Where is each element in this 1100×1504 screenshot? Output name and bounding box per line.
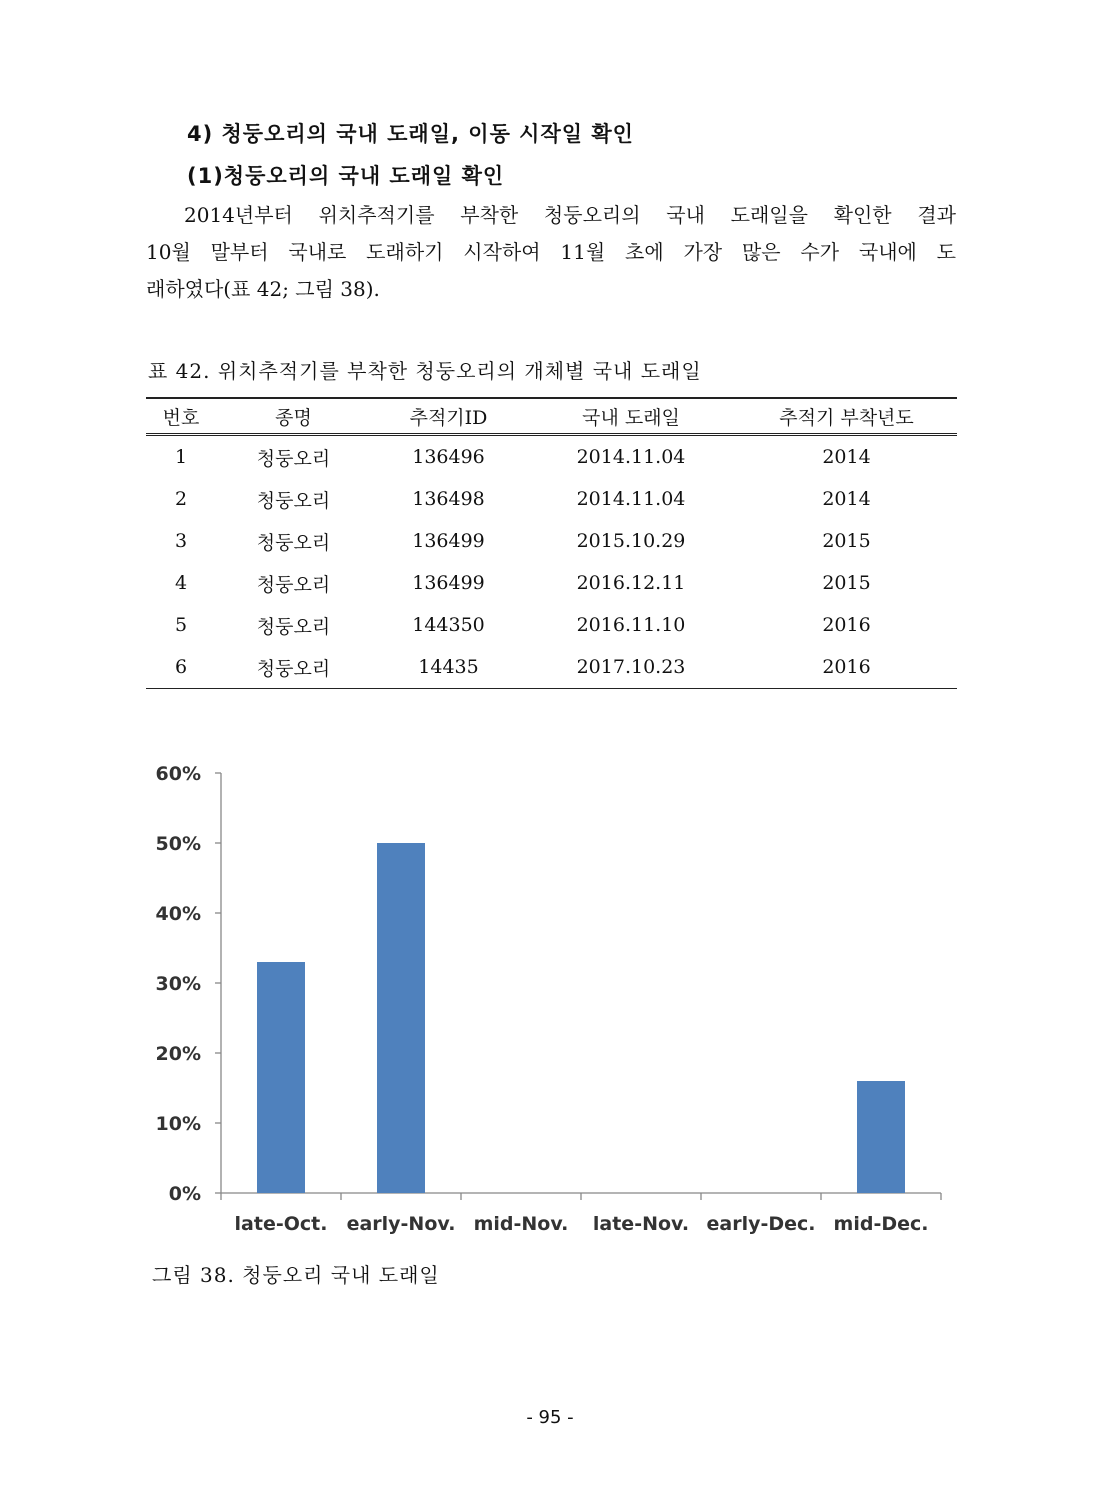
x-tick-label: mid-Nov. bbox=[473, 1213, 569, 1235]
y-tick-label: 10% bbox=[155, 1113, 201, 1135]
x-tick-label: mid-Dec. bbox=[833, 1213, 929, 1235]
table-cell: 2016 bbox=[822, 614, 871, 636]
table-cell: 2016.12.11 bbox=[576, 572, 686, 594]
table-cell: 2015 bbox=[822, 530, 871, 552]
x-tick-label: late-Nov. bbox=[592, 1213, 690, 1235]
section-heading: 4) 청둥오리의 국내 도래일, 이동 시작일 확인 bbox=[187, 122, 634, 146]
table-cell: 2017.10.23 bbox=[526, 646, 736, 689]
table-cell: 청둥오리 bbox=[256, 447, 331, 470]
subsection-heading: (1)청둥오리의 국내 도래일 확인 bbox=[187, 164, 505, 188]
table-cell: 136499 bbox=[412, 530, 485, 552]
table-header-row bbox=[146, 398, 957, 435]
bar bbox=[857, 1081, 905, 1193]
table-cell: 144350 bbox=[412, 614, 485, 636]
table-cell: 청둥오리 bbox=[256, 489, 331, 512]
column-header: 종명 bbox=[216, 398, 371, 435]
arrival-date-table bbox=[146, 397, 957, 689]
y-tick-label: 20% bbox=[155, 1043, 201, 1065]
table-cell: 2 bbox=[174, 488, 188, 510]
table-cell: 2014.11.04 bbox=[576, 446, 686, 468]
table-cell: 3 bbox=[174, 530, 188, 552]
x-tick-label: late-Oct. bbox=[234, 1213, 328, 1235]
table-row bbox=[146, 478, 957, 520]
column-header: 국내 도래일 bbox=[526, 398, 736, 435]
table-cell: 2014 bbox=[822, 488, 871, 510]
table-cell: 2016.11.10 bbox=[576, 614, 686, 636]
table-cell: 청둥오리 bbox=[256, 573, 331, 596]
table-cell: 청둥오리 bbox=[256, 531, 331, 554]
bar bbox=[377, 843, 425, 1193]
table-cell: 136496 bbox=[412, 446, 485, 468]
y-tick-label: 60% bbox=[155, 763, 201, 785]
table-cell: 2016 bbox=[736, 646, 957, 689]
table-cell: 136498 bbox=[412, 488, 485, 510]
table-row bbox=[146, 604, 957, 646]
table-cell: 6 bbox=[146, 646, 216, 689]
table-row bbox=[146, 435, 957, 479]
table-cell: 136499 bbox=[412, 572, 485, 594]
x-tick-label: early-Dec. bbox=[706, 1213, 816, 1235]
table-cell: 청둥오리 bbox=[256, 615, 331, 638]
table-cell: 청둥오리 bbox=[216, 646, 371, 689]
bar-series bbox=[257, 843, 905, 1193]
column-header: 번호 bbox=[146, 398, 216, 435]
y-tick-label: 40% bbox=[155, 903, 201, 925]
paragraph-line: 2014년부터 위치추적기를 부착한 청둥오리의 국내 도래일을 확인한 결과 bbox=[184, 203, 956, 227]
table-row bbox=[146, 520, 957, 562]
paragraph-line: 래하였다(표 42; 그림 38). bbox=[146, 277, 380, 301]
y-tick-label: 30% bbox=[155, 973, 201, 995]
y-axis bbox=[156, 763, 221, 1205]
figure-caption: 그림 38. 청둥오리 국내 도래일 bbox=[152, 1263, 440, 1287]
y-tick-label: 0% bbox=[168, 1183, 201, 1205]
table-cell: 2015 bbox=[822, 572, 871, 594]
arrival-bar-chart bbox=[0, 740, 1100, 1260]
table-cell: 5 bbox=[174, 614, 188, 636]
table-cell: 2014.11.04 bbox=[576, 488, 686, 510]
x-tick-label: early-Nov. bbox=[346, 1213, 456, 1235]
paragraph-line: 10월 말부터 국내로 도래하기 시작하여 11월 초에 가장 많은 수가 국내에 도 bbox=[146, 240, 956, 264]
column-header: 추적기 부착년도 bbox=[736, 398, 957, 435]
table-cell: 2014 bbox=[822, 446, 871, 468]
table-row bbox=[146, 562, 957, 604]
bar bbox=[257, 962, 305, 1193]
column-header: 추적기ID bbox=[371, 398, 526, 435]
table-cell: 1 bbox=[174, 446, 188, 468]
table-cell: 2015.10.29 bbox=[576, 530, 686, 552]
table-cell: 4 bbox=[174, 572, 188, 594]
table-row bbox=[146, 646, 957, 689]
page-number: - 95 - bbox=[526, 1407, 574, 1428]
table-caption: 표 42. 위치추적기를 부착한 청둥오리의 개체별 국내 도래일 bbox=[148, 359, 702, 383]
body-paragraph bbox=[146, 197, 956, 308]
y-tick-label: 50% bbox=[155, 833, 201, 855]
x-axis bbox=[221, 1193, 941, 1235]
table-cell: 14435 bbox=[371, 646, 526, 689]
